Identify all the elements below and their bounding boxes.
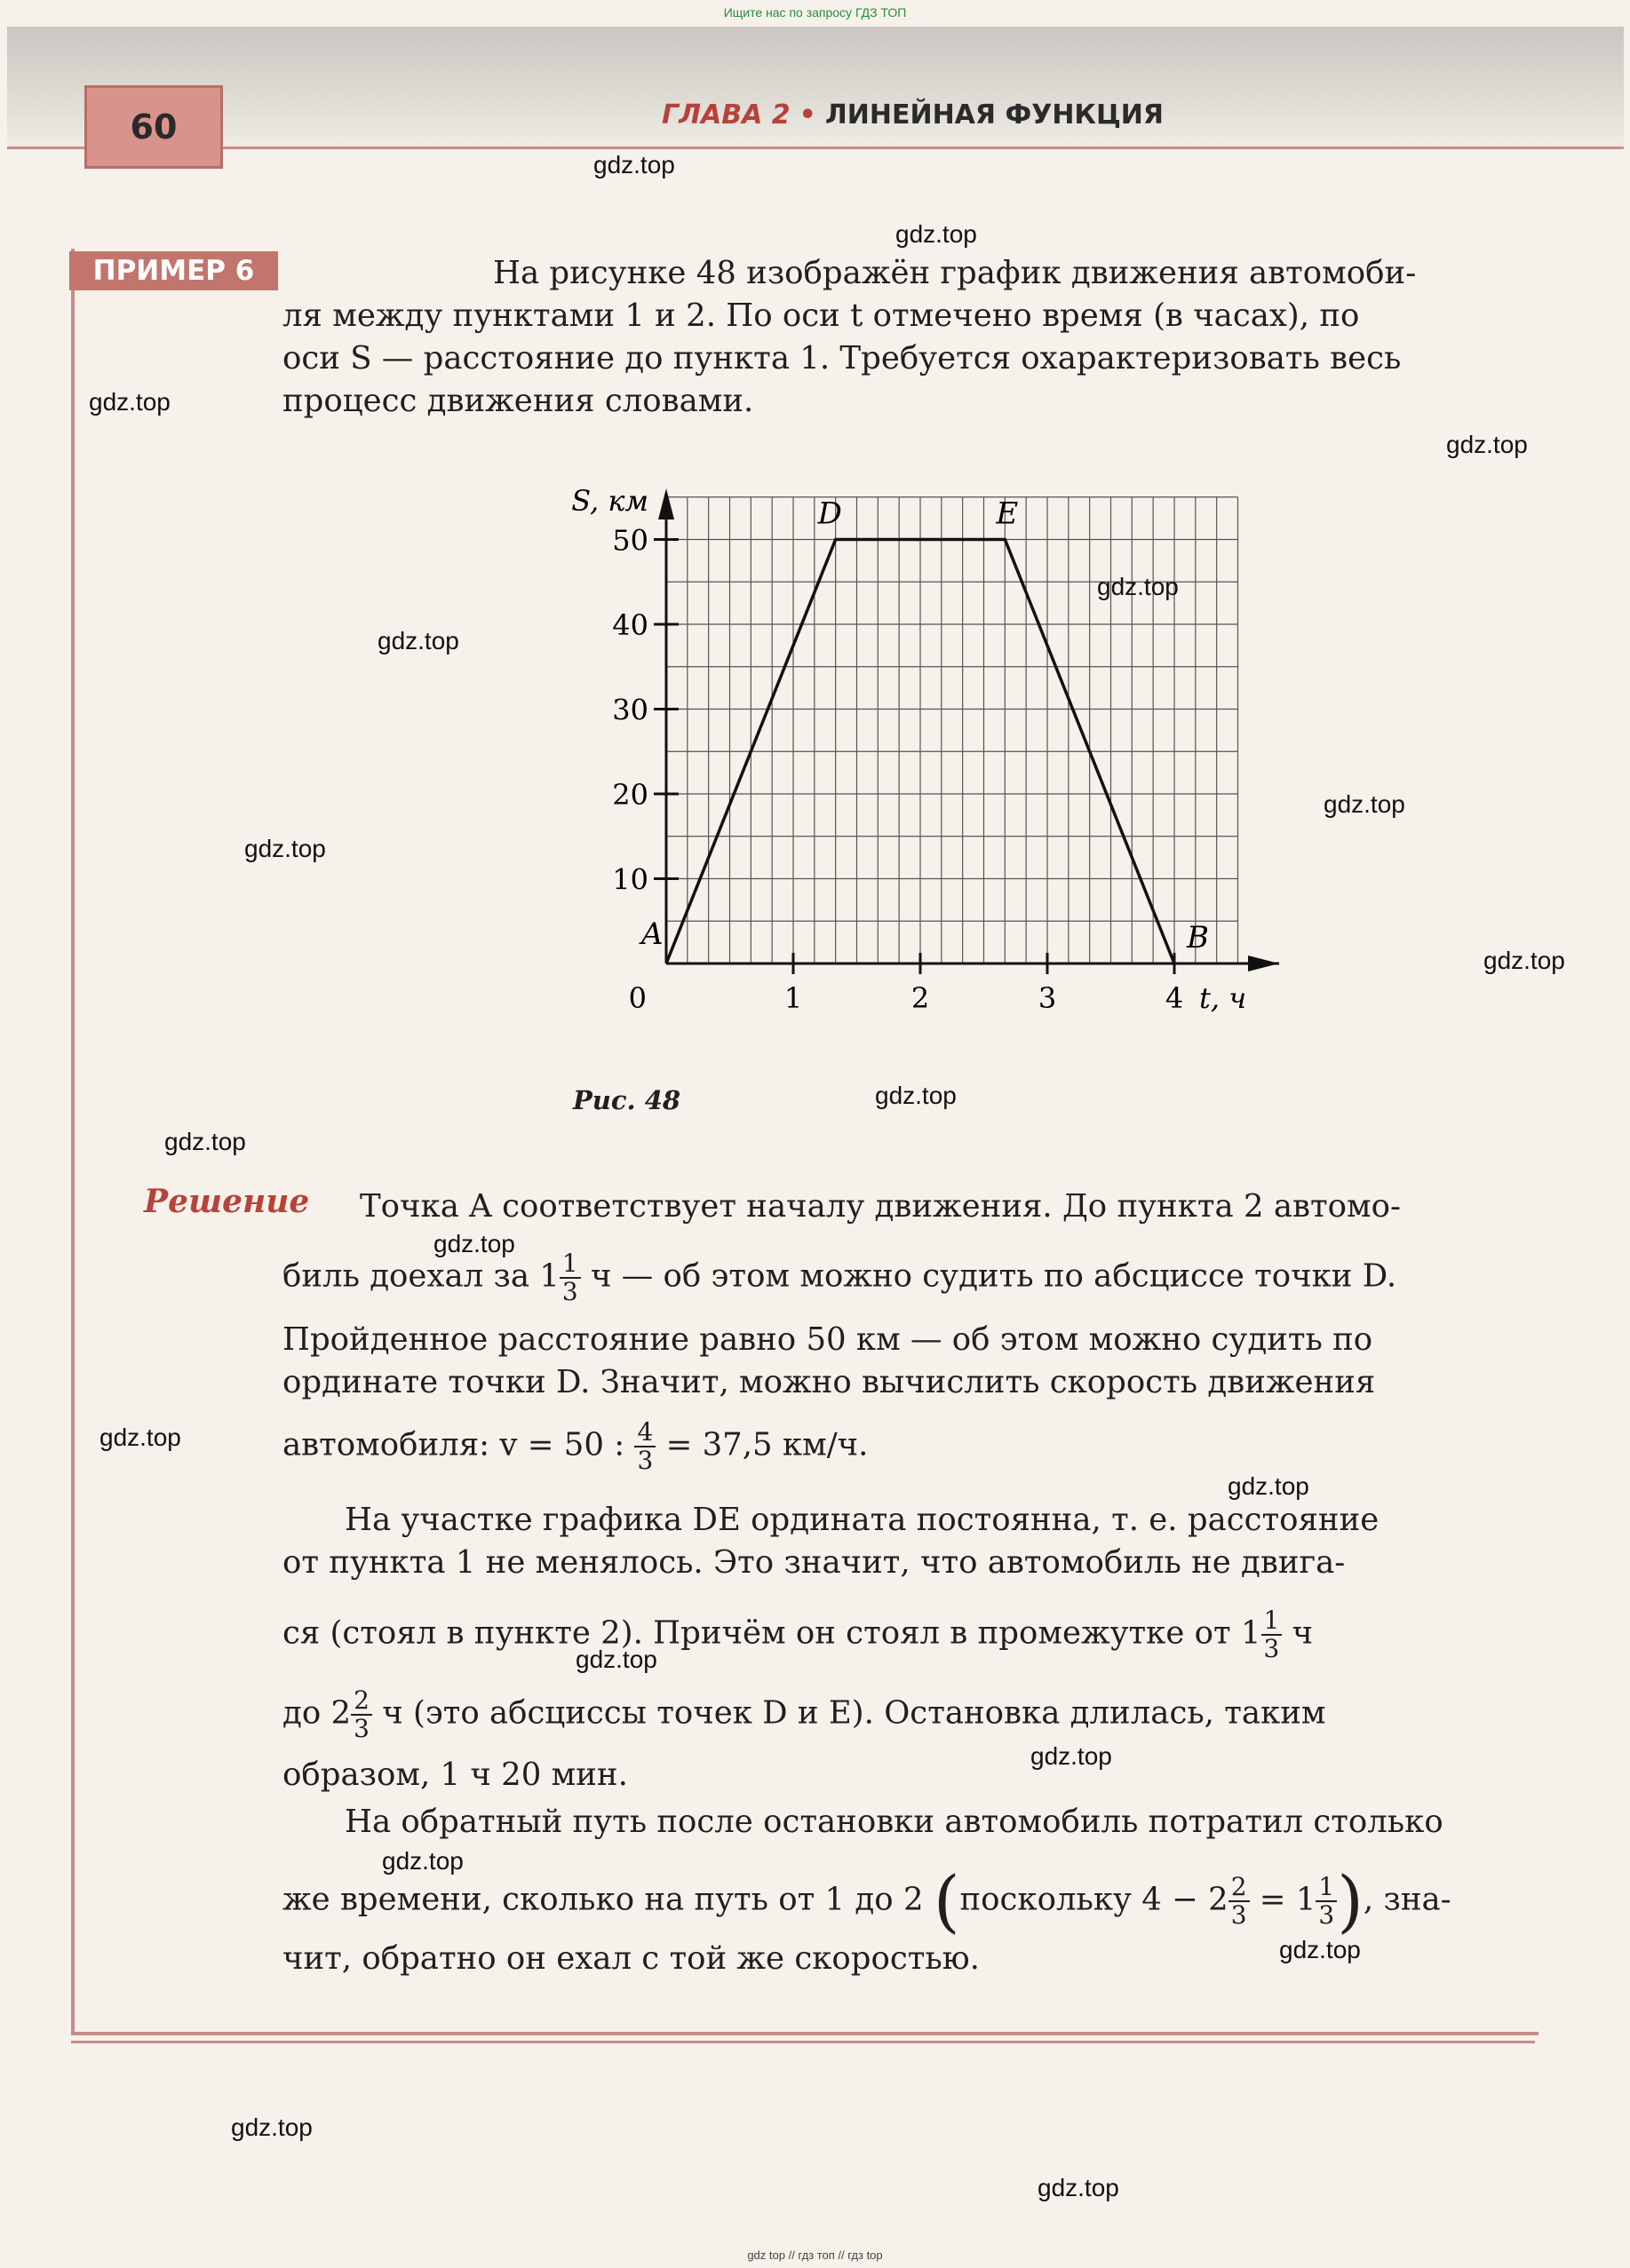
fraction-numerator: 1	[1316, 1874, 1337, 1902]
fraction-numerator: 1	[560, 1250, 581, 1279]
fraction-numerator: 4	[634, 1419, 656, 1447]
fraction-numerator: 1	[1261, 1607, 1283, 1636]
chapter-label: ГЛАВА 2	[662, 99, 791, 131]
example-label: ПРИМЕР 6	[69, 251, 278, 290]
fraction-denominator: 3	[1263, 1634, 1280, 1663]
solution-line-10: образом, 1 ч 20 мин.	[282, 1757, 628, 1793]
x-axis-label: t, ч	[1199, 981, 1247, 1012]
fraction-denominator: 3	[1318, 1900, 1335, 1930]
chapter-title: ЛИНЕЙНАЯ ФУНКЦИЯ	[824, 99, 1164, 131]
top-note: Ищите нас по запросу ГДЗ ТОП	[723, 5, 907, 20]
solution-line-1: Точка A соответствует началу движения. До пункта 2 автомо-	[360, 1188, 1401, 1225]
fraction-denominator: 3	[354, 1714, 370, 1743]
example-line-2: ля между пунктами 1 и 2. По оси t отмечено время (в часах), по	[282, 297, 1360, 334]
y-tick-label: 30	[612, 693, 648, 727]
fraction-two-thirds	[1228, 1874, 1250, 1929]
watermark: gdz.top	[1228, 1472, 1309, 1500]
x-axis-arrow	[1248, 956, 1279, 971]
chart-labels	[571, 484, 1246, 1012]
solution-line-12-mid: поскольку 4 − 2	[959, 1881, 1228, 1918]
watermark: gdz.top	[89, 388, 171, 416]
fraction-two-thirds	[351, 1687, 372, 1742]
watermark: gdz.top	[1324, 790, 1405, 818]
y-tick-label: 20	[612, 778, 648, 812]
solution-line-12-eq: = 1	[1249, 1881, 1316, 1918]
watermark: gdz.top	[99, 1423, 181, 1451]
fraction-numerator: 2	[351, 1687, 372, 1716]
x-tick-label: 3	[1038, 981, 1057, 1012]
example-line-4: процесс движения словами.	[282, 383, 754, 419]
watermark: gdz.top	[1030, 1742, 1112, 1770]
solution-line-3: Пройденное расстояние равно 50 км — об этом можно судить по	[282, 1321, 1373, 1358]
point-label-a: A	[641, 916, 664, 952]
watermark: gdz.top	[875, 1082, 957, 1109]
solution-line-8-pre: ся (стоял в пункте 2). Причём он стоял в промежутке от 1	[282, 1614, 1261, 1652]
page-number: 60	[84, 85, 223, 169]
example-line-1: На рисунке 48 изображён график движения автомоби-	[493, 255, 1417, 291]
watermark: gdz.top	[382, 1847, 464, 1875]
solution-line-6: На участке графика DE ордината постоянна, т. е. расстояние	[345, 1502, 1380, 1538]
solution-line-5	[282, 1419, 868, 1474]
point-label-d: D	[817, 496, 842, 532]
fraction-numerator: 2	[1228, 1874, 1250, 1902]
fraction-one-third	[1316, 1874, 1337, 1929]
solution-line-11: На обратный путь после остановки автомобиль потратил столько	[345, 1804, 1443, 1840]
watermark: gdz.top	[164, 1128, 246, 1155]
chapter-bullet: •	[799, 99, 816, 131]
fraction-denominator: 3	[637, 1446, 654, 1475]
watermark: gdz.top	[1446, 431, 1528, 458]
origin-label: 0	[628, 981, 647, 1012]
y-tick-label: 10	[612, 862, 648, 897]
watermark: gdz.top	[231, 2113, 313, 2141]
watermark: gdz.top	[244, 835, 326, 862]
figure-caption: Рис. 48	[573, 1085, 681, 1115]
solution-line-2-pre: биль доехал за 1	[282, 1257, 560, 1295]
watermark: gdz.top	[1279, 1936, 1361, 1963]
x-tick-label: 4	[1165, 981, 1184, 1012]
solution-line-12-post: , зна-	[1363, 1881, 1451, 1918]
watermark: gdz.top	[378, 627, 459, 654]
solution-line-5-post: = 37,5 км/ч.	[656, 1426, 869, 1463]
watermark: gdz.top	[433, 1230, 515, 1257]
solution-line-2	[282, 1250, 1396, 1305]
solution-label: Решение	[144, 1183, 310, 1220]
watermark: gdz.top	[1483, 947, 1565, 974]
bottom-note: gdz top // гдз топ // гдз top	[747, 2248, 883, 2262]
y-axis-arrow	[658, 488, 674, 519]
paren-open: (	[933, 1861, 960, 1940]
paren-close: )	[1337, 1861, 1364, 1940]
header-band	[7, 27, 1624, 149]
x-tick-label: 2	[910, 981, 930, 1012]
watermark: gdz.top	[895, 220, 977, 248]
fraction-one-third	[560, 1250, 581, 1305]
fraction-one-third	[1261, 1607, 1283, 1662]
solution-line-7: от пункта 1 не менялось. Это значит, что автомобиль не двига-	[282, 1544, 1346, 1581]
chapter-header	[662, 99, 1164, 131]
watermark: gdz.top	[593, 151, 675, 178]
fraction-denominator: 3	[561, 1277, 578, 1306]
fraction-four-thirds	[634, 1419, 656, 1474]
solution-line-12-pre: же времени, сколько на путь от 1 до 2	[282, 1881, 924, 1918]
point-label-e: E	[996, 496, 1019, 532]
chart-grid	[666, 497, 1238, 964]
fraction-denominator: 3	[1230, 1900, 1247, 1930]
point-label-b: B	[1187, 920, 1209, 956]
solution-line-8	[282, 1607, 1313, 1662]
solution-line-4: ординате точки D. Значит, можно вычислить скорость движения	[282, 1364, 1376, 1400]
motion-graph	[551, 462, 1279, 1012]
watermark: gdz.top	[576, 1645, 657, 1673]
x-tick-label: 1	[783, 981, 803, 1012]
solution-line-9	[282, 1687, 1325, 1742]
solution-line-13: чит, обратно он ехал с той же скоростью.	[282, 1940, 980, 1977]
y-tick-label: 40	[612, 608, 648, 642]
solution-line-9-post: ч (это абсциссы точек D и E). Остановка длилась, таким	[371, 1694, 1326, 1732]
solution-line-9-pre: до 2	[282, 1694, 352, 1732]
y-axis-label: S, км	[571, 484, 648, 518]
solution-line-5-pre: автомобиля: v = 50 :	[282, 1426, 635, 1463]
watermark: gdz.top	[1038, 2174, 1119, 2201]
y-tick-label: 50	[612, 523, 648, 558]
solution-line-2-post: ч — об этом можно судить по абсциссе точки D.	[580, 1257, 1397, 1295]
example-box-bottom-rule	[71, 2041, 1535, 2043]
example-line-3: оси S — расстояние до пункта 1. Требуется охарактеризовать весь	[282, 340, 1402, 377]
watermark: gdz.top	[1097, 573, 1179, 600]
solution-line-8-post: ч	[1282, 1614, 1314, 1652]
